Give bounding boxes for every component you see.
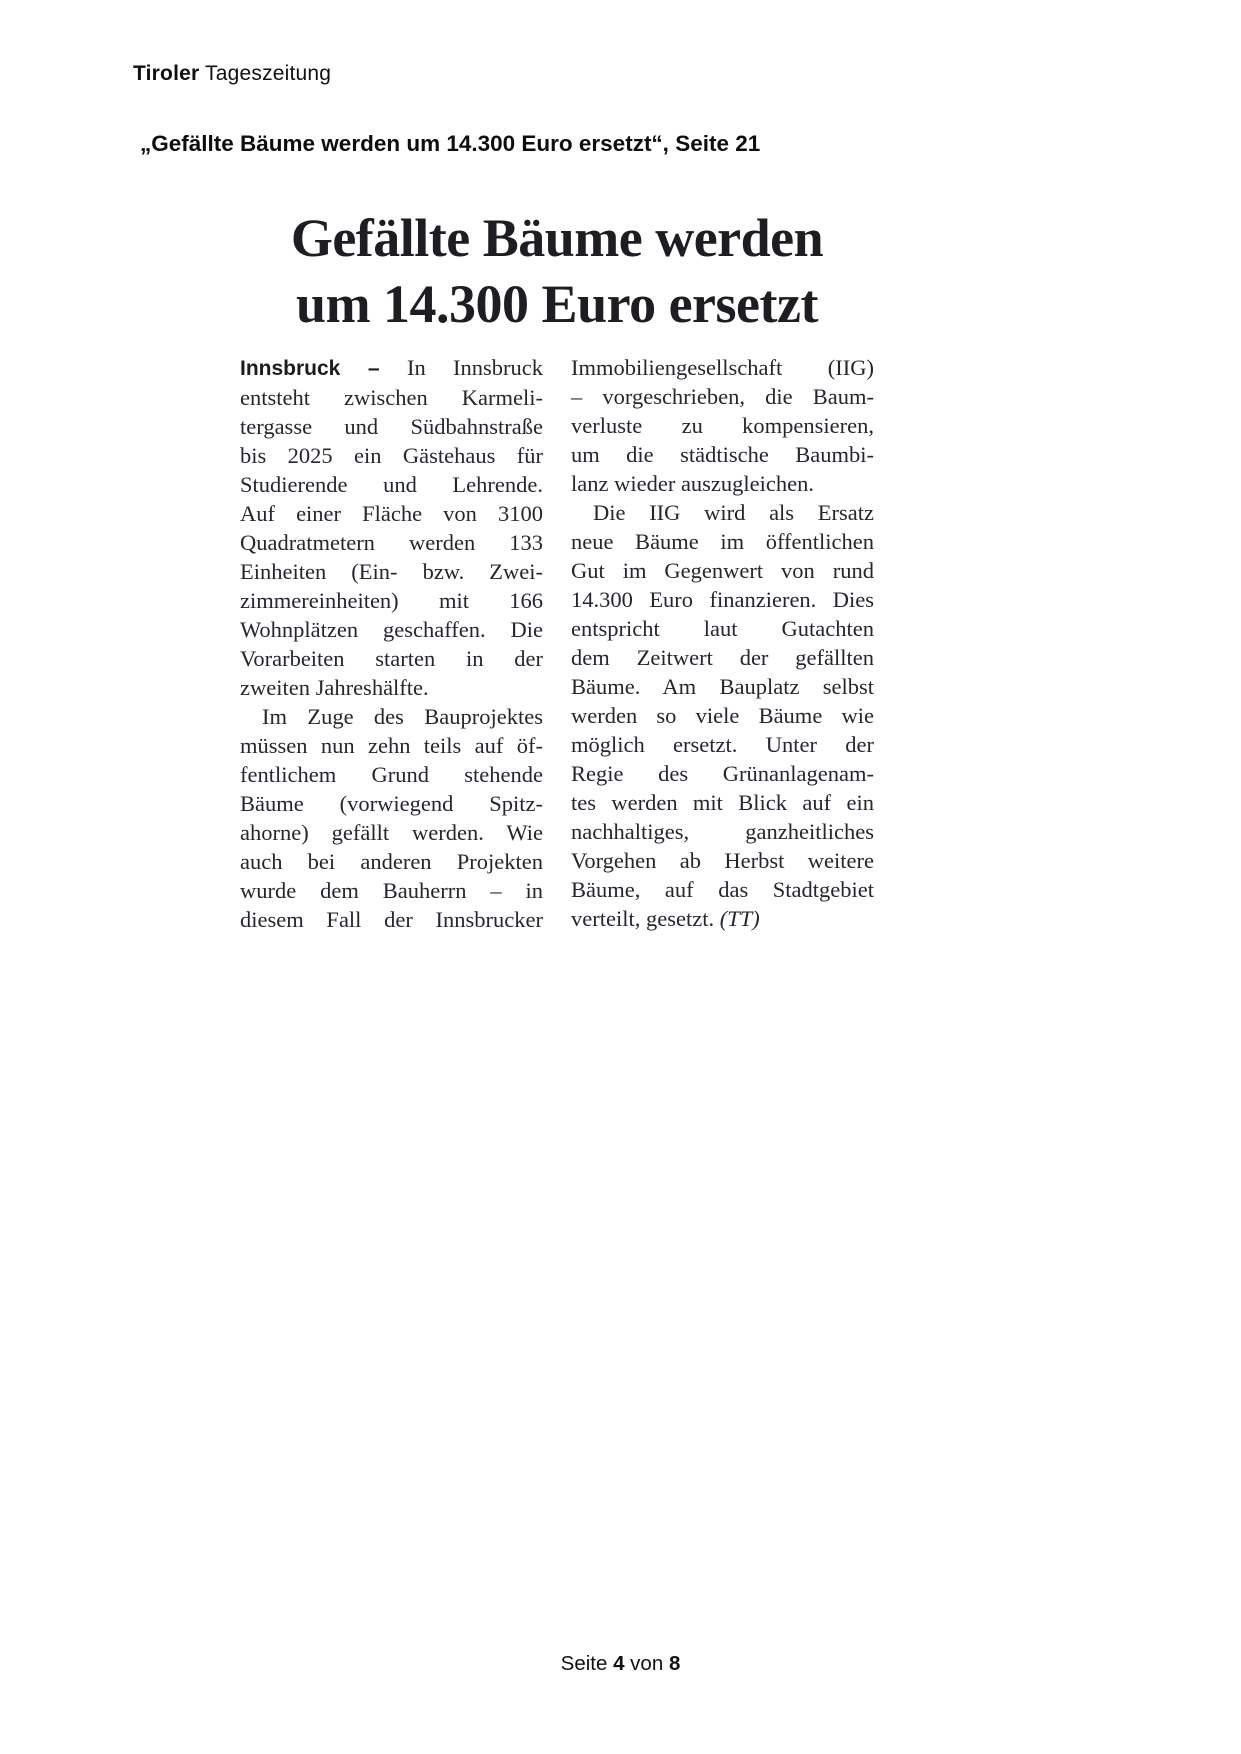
article-line: Bäume. Am Bauplatz selbst	[571, 674, 874, 699]
article-line: um die städtische Baumbi-	[571, 442, 874, 467]
headline-line-2: um 14.300 Euro ersetzt	[296, 274, 818, 334]
article-line: Quadratmetern werden 133	[240, 530, 543, 555]
footer-total-pages: 8	[668, 1652, 681, 1675]
article-line: bis 2025 ein Gästehaus für	[240, 443, 543, 468]
footer-label: Seite	[560, 1652, 614, 1675]
article-line: neue Bäume im öffentlichen	[571, 529, 874, 554]
article-line: Studierende und Lehrende.	[240, 472, 543, 497]
article-line: Auf einer Fläche von 3100	[240, 501, 543, 526]
article-column-2	[571, 353, 874, 934]
clipping-reference-title: „Gefällte Bäume werden um 14.300 Euro ersetzt“, Seite 21	[140, 131, 761, 156]
article-line: verteilt, gesetzt. (TT)	[571, 906, 760, 931]
article-line: Vorgehen ab Herbst weitere	[571, 848, 874, 873]
article-line: zweiten Jahreshälfte.	[240, 675, 429, 700]
article-line: Bäume, auf das Stadtgebiet	[571, 877, 874, 902]
article-line: Wohnplätzen geschaffen. Die	[240, 617, 543, 642]
article-line: zimmereinheiten) mit 166	[240, 588, 543, 613]
article-line: tergasse und Südbahnstraße	[240, 414, 543, 439]
page-number-footer	[0, 1652, 1241, 1676]
article-line: möglich ersetzt. Unter der	[571, 732, 874, 757]
article-line: Immobiliengesellschaft (IIG)	[571, 355, 874, 380]
article-line: diesem Fall der Innsbrucker	[240, 907, 543, 932]
article-line: Vorarbeiten starten in der	[240, 646, 543, 671]
article-line: lanz wieder auszugleichen.	[571, 471, 815, 496]
masthead	[133, 62, 331, 86]
article-credit: (TT)	[719, 906, 760, 931]
footer-current-page: 4	[613, 1652, 625, 1675]
article-body	[240, 353, 874, 934]
article-line: Innsbruck – In Innsbruck	[240, 355, 543, 380]
article-line: 14.300 Euro finanzieren. Dies	[571, 587, 874, 612]
article-line: dem Zeitwert der gefällten	[571, 645, 874, 670]
article-line: ahorne) gefällt werden. Wie	[240, 820, 543, 845]
article-line: Im Zuge des Bauprojektes	[262, 704, 543, 729]
article-line: auch bei anderen Projekten	[240, 849, 543, 874]
article-line: entspricht laut Gutachten	[571, 616, 874, 641]
article-line: entsteht zwischen Karmeli-	[240, 385, 543, 410]
article-line: verluste zu kompensieren,	[571, 413, 874, 438]
article-line: Bäume (vorwiegend Spitz-	[240, 791, 543, 816]
article-headline	[240, 205, 874, 337]
article-lead-in: Innsbruck –	[240, 357, 407, 380]
masthead-publication-regular: Tageszeitung	[199, 62, 332, 85]
article-line: müssen nun zehn teils auf öf-	[240, 733, 543, 758]
article-line: Regie des Grünanlagenam-	[571, 761, 874, 786]
footer-of: von	[624, 1652, 669, 1675]
article-line: fentlichem Grund stehende	[240, 762, 543, 787]
article-line: tes werden mit Blick auf ein	[571, 790, 874, 815]
article-line: Die IIG wird als Ersatz	[593, 500, 874, 525]
article	[240, 205, 874, 934]
masthead-publication-bold: Tiroler	[133, 62, 200, 85]
article-line: nachhaltiges, ganzheitliches	[571, 819, 874, 844]
article-line: – vorgeschrieben, die Baum-	[571, 384, 874, 409]
article-line: werden so viele Bäume wie	[571, 703, 874, 728]
article-line: Gut im Gegenwert von rund	[571, 558, 874, 583]
headline-line-1: Gefällte Bäume werden	[290, 208, 824, 268]
article-line: wurde dem Bauherrn – in	[240, 878, 543, 903]
article-line: Einheiten (Ein- bzw. Zwei-	[240, 559, 543, 584]
article-column-1	[240, 353, 543, 934]
